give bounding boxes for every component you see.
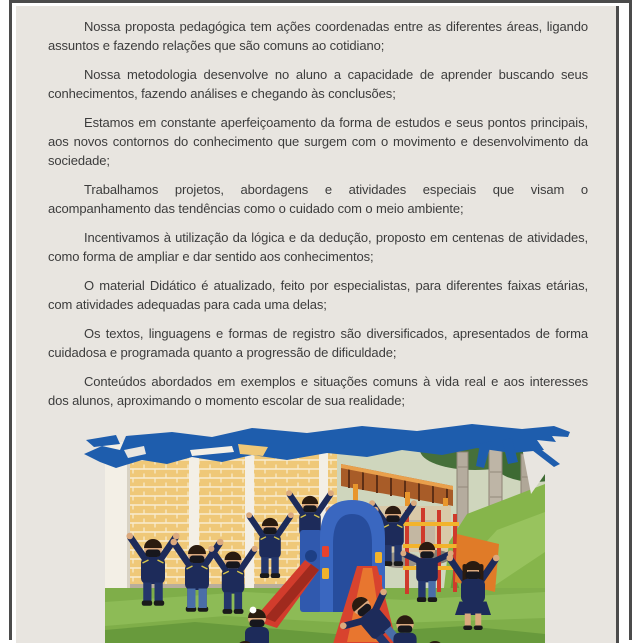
paragraph: Incentivamos à utilização da lógica e da dedução, proposto em centenas de atividades, como forma de ampliar e dar sentido aos conhecimentos; — [48, 230, 588, 264]
paragraph: Os textos, linguagens e formas de registro são diversificados, apresentados de forma cuidadosa e programada quanto a progressão de dificuldade; — [48, 326, 588, 360]
paragraph: Trabalhamos projetos, abordagens e atividades especiais que visam o acompanhamento das tendências como o cuidado com o meio ambiente; — [48, 182, 588, 216]
photo-section — [16, 420, 616, 643]
paragraph: Nossa metodologia desenvolve no aluno a capacidade de aprender buscando seus conhecimentos, fazendo análises e chegando às conclusões; — [48, 67, 588, 101]
page-frame — [9, 0, 632, 640]
paragraph: Nossa proposta pedagógica tem ações coordenadas entre as diferentes áreas, ligando assuntos e fazendo relações que são comuns ao cotidiano; — [48, 19, 588, 53]
text-column — [16, 6, 616, 410]
paragraph: Estamos em constante aperfeiçoamento da forma de estudos e seus pontos principais, aos novos contornos do conhecimento que surgem com o movimento e desenvolvimento da sociedade; — [48, 115, 588, 168]
paragraph: Conteúdos abordados em exemplos e situações comuns à vida real e aos interesses dos alunos, aproximando o momento escolar de sua realidade; — [48, 374, 588, 408]
paragraph: O material Didático é atualizado, feito por especialistas, para diferentes faixas etárias, com atividades adequadas para cada uma delas; — [48, 278, 588, 312]
blue-brush-stroke — [82, 420, 574, 480]
document-page — [16, 6, 619, 643]
